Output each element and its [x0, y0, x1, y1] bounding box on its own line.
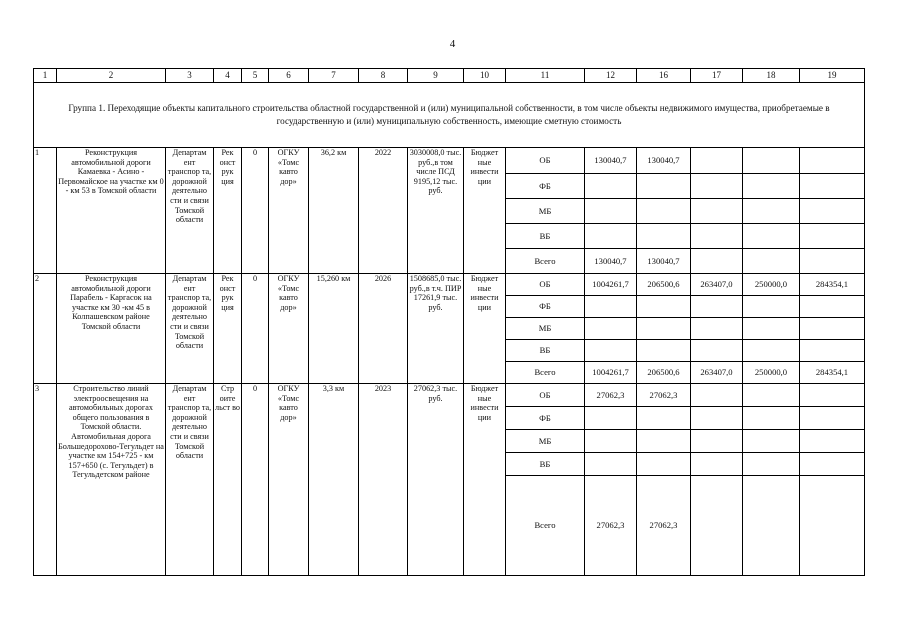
funding-value — [691, 224, 743, 249]
funding-value — [691, 384, 743, 407]
funding-value — [585, 224, 637, 249]
funding-value: 27062,3 — [637, 476, 691, 576]
header-cell: 4 — [214, 69, 242, 83]
funding-value — [585, 453, 637, 476]
funding-value: 250000,0 — [743, 274, 800, 296]
investment-kind: Бюджет ные инвести ции — [464, 274, 506, 384]
capacity: 36,2 км — [309, 148, 359, 274]
funding-value — [800, 453, 865, 476]
funding-value: 27062,3 — [637, 384, 691, 407]
header-cell: 9 — [408, 69, 464, 83]
group-title: Группа 1. Переходящие объекты капитального строительства областной государственной и (или) муниципальной собственности, в том числе объекты недвижимого имущества, приобретаемые в государственную и (или) муниципальную собственность, имеющие сметную стоимость — [34, 83, 865, 148]
header-cell: 8 — [359, 69, 408, 83]
estimated-cost: 1508685,0 тыс. руб.,в т.ч. ПИР 17261,9 тыс. руб. — [408, 274, 464, 384]
object-number: 1 — [34, 148, 57, 274]
col5-value: 0 — [242, 274, 269, 384]
funding-value — [637, 340, 691, 362]
funding-value: 263407,0 — [691, 362, 743, 384]
table-row — [34, 384, 865, 407]
customer: ОГКУ «Томс кавто дор» — [269, 274, 309, 384]
funding-value — [800, 148, 865, 174]
header-cell: 3 — [166, 69, 214, 83]
funding-source-label: ВБ — [506, 340, 585, 362]
funding-value — [743, 199, 800, 224]
funding-value — [691, 148, 743, 174]
funding-source-label: ВБ — [506, 224, 585, 249]
funding-value — [585, 296, 637, 318]
funding-value: 284354,1 — [800, 274, 865, 296]
table-row — [34, 148, 865, 174]
funding-value — [743, 249, 800, 274]
funding-value — [800, 318, 865, 340]
work-type: Рек онст рук ция — [214, 274, 242, 384]
funding-value — [743, 318, 800, 340]
object-number: 2 — [34, 274, 57, 384]
funding-value: 130040,7 — [637, 148, 691, 174]
funding-value — [637, 453, 691, 476]
col5-value: 0 — [242, 384, 269, 576]
object-name: Строительство линий электроосвещения на автомобильных дорогах общего пользования в Томской области. Автомобильная дорога Большедорохово-Тегульдет на участке км 154+725 - км 157+650 (с. Тегульдет) в Тегульдетском районе — [57, 384, 166, 576]
funding-value — [743, 476, 800, 576]
funding-value — [691, 174, 743, 199]
funding-source-label: ОБ — [506, 148, 585, 174]
funding-value — [743, 296, 800, 318]
estimated-cost: 27062,3 тыс. руб. — [408, 384, 464, 576]
object-number: 3 — [34, 384, 57, 576]
header-cell: 18 — [743, 69, 800, 83]
funding-value: 1004261,7 — [585, 274, 637, 296]
funding-value — [691, 430, 743, 453]
work-type: Стр оите льст во — [214, 384, 242, 576]
customer: ОГКУ «Томс кавто дор» — [269, 384, 309, 576]
funding-value: 284354,1 — [800, 362, 865, 384]
header-cell: 16 — [637, 69, 691, 83]
funding-value: 130040,7 — [637, 249, 691, 274]
funding-value — [800, 174, 865, 199]
funding-value — [691, 476, 743, 576]
funding-value — [800, 296, 865, 318]
funding-source-label: ОБ — [506, 274, 585, 296]
funding-value: 263407,0 — [691, 274, 743, 296]
funding-value — [637, 407, 691, 430]
customer: ОГКУ «Томс кавто дор» — [269, 148, 309, 274]
funding-value — [637, 430, 691, 453]
header-cell: 6 — [269, 69, 309, 83]
funding-source-label: ВБ — [506, 453, 585, 476]
funding-value — [743, 340, 800, 362]
header-cell: 5 — [242, 69, 269, 83]
funding-source-label: МБ — [506, 430, 585, 453]
work-type: Рек онст рук ция — [214, 148, 242, 274]
funding-value — [743, 407, 800, 430]
funding-value — [743, 384, 800, 407]
col5-value: 0 — [242, 148, 269, 274]
header-cell: 10 — [464, 69, 506, 83]
funding-value — [691, 407, 743, 430]
funding-value — [743, 430, 800, 453]
funding-source-label: ФБ — [506, 174, 585, 199]
funding-value — [743, 224, 800, 249]
department: Департам ент транспор та, дорожной деятельно сти и связи Томской области — [166, 384, 214, 576]
funding-value: 250000,0 — [743, 362, 800, 384]
funding-value — [743, 148, 800, 174]
funding-value — [691, 318, 743, 340]
funding-source-label: ОБ — [506, 384, 585, 407]
funding-value — [585, 174, 637, 199]
funding-value — [585, 340, 637, 362]
funding-value: 1004261,7 — [585, 362, 637, 384]
funding-value — [743, 453, 800, 476]
funding-value — [637, 318, 691, 340]
funding-value — [800, 407, 865, 430]
funding-source-label: Всего — [506, 476, 585, 576]
funding-source-label: Всего — [506, 362, 585, 384]
funding-value: 130040,7 — [585, 148, 637, 174]
header-cell: 1 — [34, 69, 57, 83]
funding-value — [691, 296, 743, 318]
funding-value — [800, 340, 865, 362]
investment-kind: Бюджет ные инвести ции — [464, 148, 506, 274]
header-cell: 19 — [800, 69, 865, 83]
funding-value: 27062,3 — [585, 476, 637, 576]
funding-value — [637, 296, 691, 318]
funding-value — [800, 384, 865, 407]
department: Департам ент транспор та, дорожной деятельно сти и связи Томской области — [166, 148, 214, 274]
header-cell: 2 — [57, 69, 166, 83]
department: Департам ент транспор та, дорожной деятельно сти и связи Томской области — [166, 274, 214, 384]
funding-value — [585, 199, 637, 224]
funding-value — [691, 340, 743, 362]
investment-table — [33, 68, 865, 576]
header-cell: 7 — [309, 69, 359, 83]
funding-source-label: ФБ — [506, 296, 585, 318]
completion-year: 2026 — [359, 274, 408, 384]
page-number: 4 — [449, 38, 456, 50]
funding-value — [691, 453, 743, 476]
funding-value — [691, 249, 743, 274]
funding-value — [800, 476, 865, 576]
funding-value — [800, 249, 865, 274]
completion-year: 2022 — [359, 148, 408, 274]
funding-source-label: ФБ — [506, 407, 585, 430]
completion-year: 2023 — [359, 384, 408, 576]
funding-value — [637, 224, 691, 249]
funding-value: 206500,6 — [637, 362, 691, 384]
estimated-cost: 3030008,0 тыс. руб.,в том числе ПСД 9195,12 тыс. руб. — [408, 148, 464, 274]
funding-value: 206500,6 — [637, 274, 691, 296]
funding-value — [585, 430, 637, 453]
header-cell: 11 — [506, 69, 585, 83]
funding-value — [691, 199, 743, 224]
funding-value — [637, 199, 691, 224]
object-name: Реконструкция автомобильной дороги Парабель - Каргасок на участке км 30 -км 45 в Колпашевском районе Томской области — [57, 274, 166, 384]
funding-source-label: МБ — [506, 199, 585, 224]
capacity: 15,260 км — [309, 274, 359, 384]
funding-source-label: МБ — [506, 318, 585, 340]
funding-value — [800, 430, 865, 453]
capacity: 3,3 км — [309, 384, 359, 576]
funding-value — [800, 199, 865, 224]
funding-value — [637, 174, 691, 199]
header-cell: 17 — [691, 69, 743, 83]
funding-value — [585, 318, 637, 340]
header-cell: 12 — [585, 69, 637, 83]
investment-kind: Бюджет ные инвести ции — [464, 384, 506, 576]
funding-value — [800, 224, 865, 249]
header-row — [34, 69, 865, 83]
table-row — [34, 274, 865, 296]
funding-value — [585, 407, 637, 430]
group-row — [34, 83, 865, 148]
funding-value: 27062,3 — [585, 384, 637, 407]
funding-value — [743, 174, 800, 199]
funding-source-label: Всего — [506, 249, 585, 274]
object-name: Реконструкция автомобильной дороги Камаевка - Асино - Первомайское на участке км 0 - км 53 в Томской области — [57, 148, 166, 274]
funding-value: 130040,7 — [585, 249, 637, 274]
